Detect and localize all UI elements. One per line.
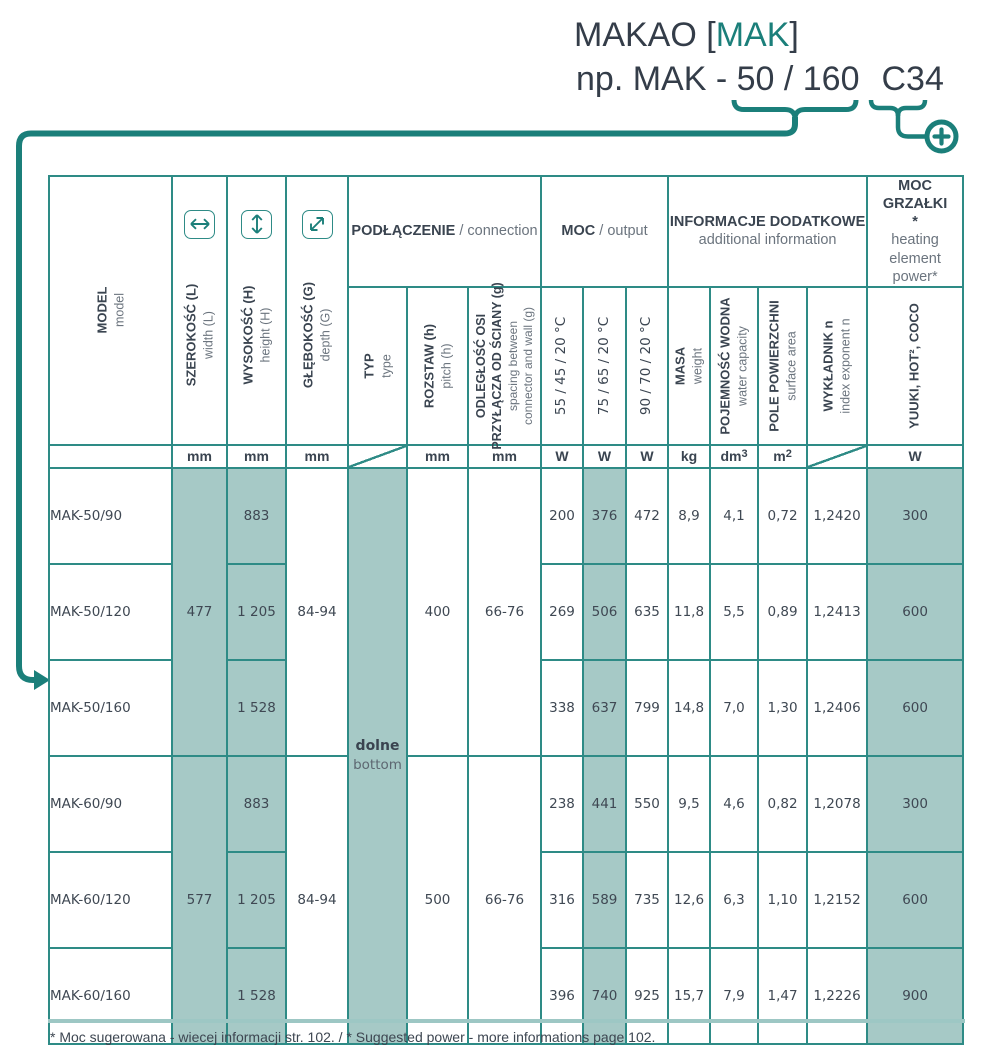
spacing-label-en2: connector and wall (g): [520, 306, 535, 425]
t90-label: 90 / 70 / 20 °C: [638, 316, 655, 415]
mass-cell: 11,8: [668, 564, 710, 660]
area-label-pl: POLE POWIERZCHNI: [765, 300, 781, 432]
area-cell: 1,10: [758, 852, 807, 948]
w55-cell: 316: [541, 852, 583, 948]
unit-t90: W: [626, 445, 668, 468]
unit-spacing: mm: [468, 445, 541, 468]
model-cell: MAK-50/160: [49, 660, 172, 756]
model-cell: MAK-60/160: [49, 948, 172, 1044]
col-header-depth: [286, 176, 348, 445]
col-header-pitch: [407, 287, 468, 445]
unit-pitch: mm: [407, 445, 468, 468]
capacity-cell: 4,1: [710, 468, 758, 564]
exponent-cell: 1,2152: [807, 852, 867, 948]
exponent-cell: 1,2420: [807, 468, 867, 564]
pitch-cell: 500: [407, 756, 468, 1044]
unit-t55: W: [541, 445, 583, 468]
exponent-label-en: index exponent n: [838, 318, 853, 414]
col-header-exponent: [807, 287, 867, 445]
t55-label: 55 / 45 / 20 °C: [553, 316, 570, 415]
brand-pre: MAKAO [: [574, 16, 716, 54]
capacity-label-en: water capacity: [735, 325, 750, 406]
spacing-label-pl2: PRZYŁĄCZA OD ŚCIANY (g): [489, 282, 504, 450]
w90-cell: 925: [626, 948, 668, 1044]
unit-depth: mm: [286, 445, 348, 468]
w75-cell: 441: [583, 756, 626, 852]
height-cell: 883: [227, 756, 286, 852]
example-text: np. MAK - 50 / 160: [576, 60, 860, 98]
col-header-t75: [583, 287, 626, 445]
capacity-label-pl: POJEMNOŚĆ WODNA: [717, 297, 733, 435]
width-label-en: width (L): [200, 311, 215, 360]
area-cell: 1,47: [758, 948, 807, 1044]
unit-exponent-diagonal: [807, 445, 867, 468]
w55-cell: 200: [541, 468, 583, 564]
col-header-heater-models: [867, 287, 963, 445]
heater-models-label: YUUKI, HOT², COCO: [906, 302, 922, 429]
col-header-height: [227, 176, 286, 445]
additional-en: additional information: [698, 232, 837, 249]
col-header-spacing: [468, 282, 541, 450]
w75-cell: 589: [583, 852, 626, 948]
group-header-heater: [867, 176, 963, 287]
area-cell: 0,89: [758, 564, 807, 660]
height-cell: 883: [227, 468, 286, 564]
header-group-row: [49, 176, 963, 287]
height-cell: 1 528: [227, 948, 286, 1044]
t75-label: 75 / 65 / 20 °C: [595, 316, 612, 415]
type-value-en: bottom: [353, 757, 402, 774]
type-cell: [348, 468, 407, 1044]
footnote: * Moc sugerowana - wiecej informacji str. 102. / * Suggested power - more informations page 102.: [50, 1029, 656, 1045]
model-label-en: model: [111, 293, 126, 328]
model-cell: MAK-50/90: [49, 468, 172, 564]
unit-area: [758, 445, 807, 468]
w90-cell: 735: [626, 852, 668, 948]
spacing-cell: 66-76: [468, 756, 541, 1044]
col-header-t55: [541, 287, 583, 445]
pitch-cell: 400: [407, 468, 468, 756]
code-brace-stem: [898, 112, 926, 137]
product-example: [576, 60, 944, 99]
col-header-mass: [668, 287, 710, 445]
area-unit-sup: 2: [785, 447, 792, 460]
exponent-cell: 1,2406: [807, 660, 867, 756]
model-cell: MAK-60/120: [49, 852, 172, 948]
output-pl: MOC: [561, 223, 596, 240]
mass-cell: 15,7: [668, 948, 710, 1044]
connection-pl: PODŁĄCZENIE: [351, 223, 456, 240]
group-header-output: [541, 176, 668, 287]
w55-cell: 396: [541, 948, 583, 1044]
capacity-cell: 4,6: [710, 756, 758, 852]
spec-table: [48, 175, 964, 1045]
pitch-label-en: pitch (h): [438, 343, 453, 389]
area-label-en: surface area: [783, 331, 798, 401]
heater-pl: MOC GRZAŁKI *: [882, 178, 948, 231]
exponent-cell: 1,2413: [807, 564, 867, 660]
type-label-pl: TYP: [360, 353, 376, 379]
w55-cell: 269: [541, 564, 583, 660]
group-header-connection: [348, 176, 541, 287]
mass-label-en: weight: [690, 347, 705, 384]
vertical-double-arrow-icon: [241, 210, 272, 239]
height-cell: 1 205: [227, 564, 286, 660]
type-value-pl: dolne: [355, 738, 400, 755]
col-header-area: [758, 287, 807, 445]
mass-label-pl: MASA: [672, 346, 688, 385]
area-cell: 0,72: [758, 468, 807, 564]
depth-cell: 84-94: [286, 756, 348, 1044]
connection-en: / connection: [459, 223, 538, 240]
pitch-label-pl: ROZSTAW (h): [420, 323, 436, 408]
unit-model: [49, 445, 172, 468]
area-unit-base: m: [773, 447, 786, 464]
heater-cell: 300: [867, 756, 963, 852]
depth-label-en: depth (G): [318, 308, 333, 362]
capacity-cell: 7,9: [710, 948, 758, 1044]
w75-cell: 506: [583, 564, 626, 660]
area-cell: 0,82: [758, 756, 807, 852]
capacity-cell: 6,3: [710, 852, 758, 948]
table-row: [49, 756, 963, 852]
diagonal-double-arrow-icon: [302, 210, 333, 239]
w90-cell: 635: [626, 564, 668, 660]
heater-cell: 600: [867, 564, 963, 660]
product-title: [574, 16, 799, 55]
output-en: / output: [599, 223, 648, 240]
unit-heater: W: [867, 445, 963, 468]
mass-cell: 8,9: [668, 468, 710, 564]
spacing-label-pl1: ODLEGŁOŚĆ OSI: [473, 313, 488, 418]
w55-cell: 338: [541, 660, 583, 756]
col-header-capacity: [710, 287, 758, 445]
unit-mass: kg: [668, 445, 710, 468]
table-row: [49, 468, 963, 564]
unit-t75: W: [583, 445, 626, 468]
plus-circle-icon: [927, 122, 956, 151]
mass-cell: 9,5: [668, 756, 710, 852]
width-label-pl: SZEROKOŚĆ (L): [182, 284, 198, 387]
spacing-label-en1: spacing between: [505, 320, 520, 411]
w90-cell: 799: [626, 660, 668, 756]
code-brace: [871, 100, 925, 116]
exponent-cell: 1,2226: [807, 948, 867, 1044]
heater-cell: 600: [867, 852, 963, 948]
unit-type-diagonal: [348, 445, 407, 468]
depth-cell: 84-94: [286, 468, 348, 756]
col-header-model: [49, 176, 172, 445]
exponent-cell: 1,2078: [807, 756, 867, 852]
w90-cell: 550: [626, 756, 668, 852]
heater-cell: 300: [867, 468, 963, 564]
width-cell: 577: [172, 756, 227, 1044]
w90-cell: 472: [626, 468, 668, 564]
height-label-pl: WYSOKOŚĆ (H): [239, 285, 255, 385]
model-cell: MAK-60/90: [49, 756, 172, 852]
height-label-en: height (H): [257, 307, 272, 363]
capacity-unit-sup: 3: [741, 447, 748, 460]
table-bottom-accent: [48, 1019, 965, 1023]
group-header-additional: [668, 176, 867, 287]
exponent-label-pl: WYKŁADNIK n: [820, 320, 836, 412]
col-header-type: [348, 287, 407, 445]
additional-pl: INFORMACJE DODATKOWE: [669, 214, 866, 231]
brand-post: ]: [789, 16, 799, 54]
horizontal-double-arrow-icon: [184, 210, 215, 239]
height-cell: 1 205: [227, 852, 286, 948]
heater-cell: 900: [867, 948, 963, 1044]
area-cell: 1,30: [758, 660, 807, 756]
w75-cell: 637: [583, 660, 626, 756]
mass-cell: 12,6: [668, 852, 710, 948]
width-cell: 477: [172, 468, 227, 756]
mass-cell: 14,8: [668, 660, 710, 756]
heater-en: heating element power*: [889, 232, 941, 285]
size-brace: [734, 100, 856, 119]
spacing-cell: 66-76: [468, 468, 541, 756]
capacity-cell: 7,0: [710, 660, 758, 756]
height-cell: 1 528: [227, 660, 286, 756]
unit-height: mm: [227, 445, 286, 468]
capacity-unit-base: dm: [720, 447, 742, 464]
w75-cell: 376: [583, 468, 626, 564]
unit-capacity: [710, 445, 758, 468]
w55-cell: 238: [541, 756, 583, 852]
brand-code: MAK: [715, 16, 790, 54]
type-label-en: type: [378, 353, 393, 378]
capacity-cell: 5,5: [710, 564, 758, 660]
heater-cell: 600: [867, 660, 963, 756]
example-code: C34: [881, 60, 944, 98]
model-label-pl: MODEL: [93, 286, 109, 334]
w75-cell: 740: [583, 948, 626, 1044]
col-header-width: [172, 176, 227, 445]
col-header-t90: [626, 287, 668, 445]
model-cell: MAK-50/120: [49, 564, 172, 660]
depth-label-pl: GŁĘBOKOŚĆ (G): [300, 282, 316, 389]
unit-width: mm: [172, 445, 227, 468]
